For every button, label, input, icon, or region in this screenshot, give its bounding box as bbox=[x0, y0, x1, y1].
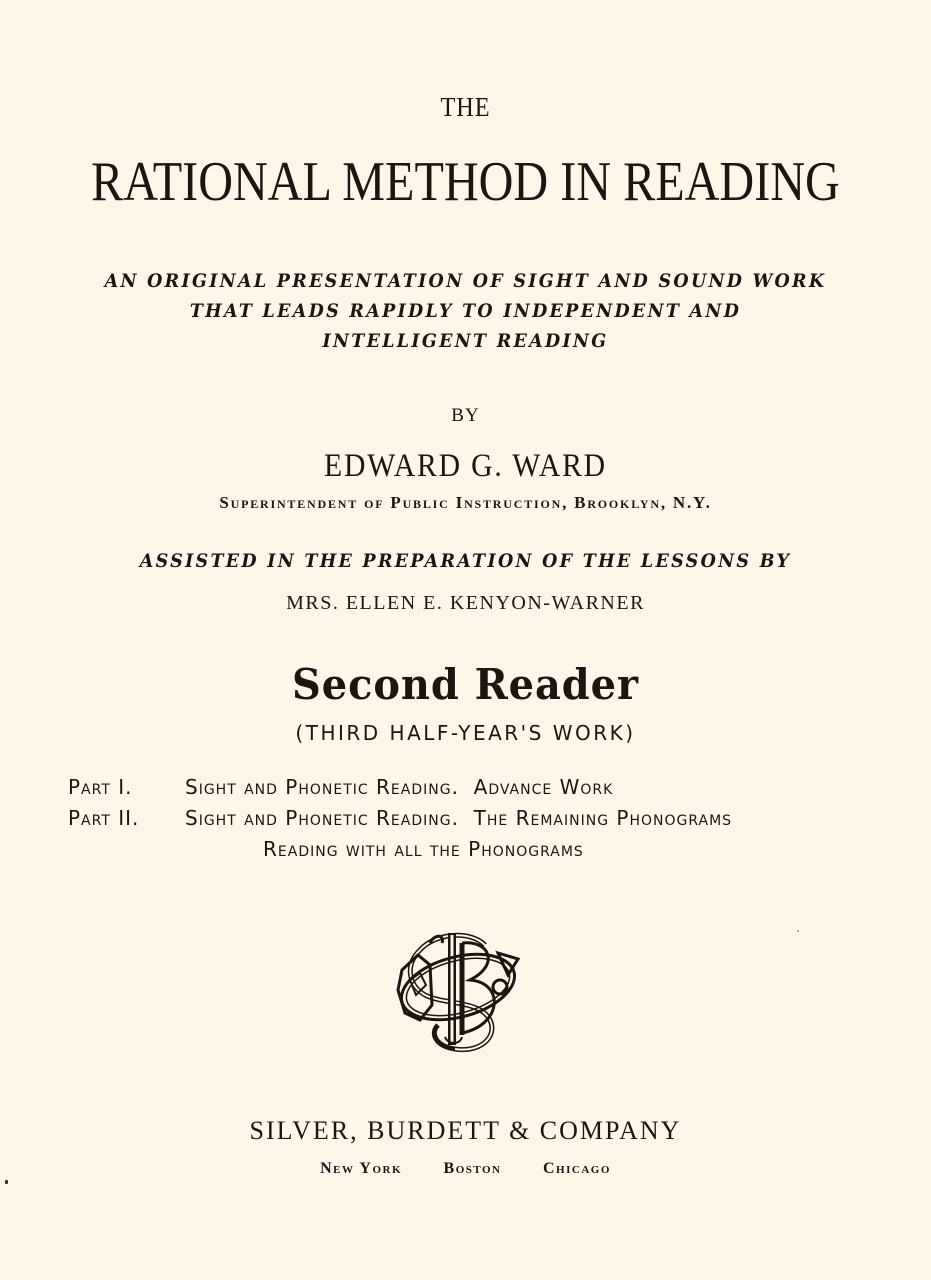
publisher-cities bbox=[0, 1160, 931, 1178]
part-label: Part I. bbox=[68, 775, 133, 799]
city: New York bbox=[320, 1160, 403, 1177]
part-text: Sight and Phonetic Reading. Advance Work bbox=[185, 775, 614, 799]
part-label: Part II. bbox=[68, 806, 140, 830]
pre-title: THE bbox=[440, 92, 491, 122]
city: Chicago bbox=[543, 1160, 611, 1177]
reader-title: Second Reader bbox=[292, 660, 639, 709]
author-title: Superintendent of Public Instruction, Brooklyn, N.Y. bbox=[219, 493, 712, 512]
subtitle-line-2: THAT LEADS RAPIDLY TO INDEPENDENT AND bbox=[189, 300, 742, 322]
assisted-by-line: ASSISTED IN THE PREPARATION OF THE LESSONS BY bbox=[139, 550, 792, 572]
subtitle-line-1: AN ORIGINAL PRESENTATION OF SIGHT AND SOUND WORK bbox=[104, 270, 827, 292]
part-row bbox=[68, 772, 868, 803]
part-continuation-text: Reading with all the Phonograms bbox=[263, 837, 584, 861]
assistant-name: MRS. ELLEN E. KENYON-WARNER bbox=[286, 592, 645, 614]
publisher-name: SILVER, BURDETT & COMPANY bbox=[249, 1116, 682, 1145]
publisher-monogram-icon bbox=[390, 925, 525, 1055]
parts-list bbox=[68, 772, 868, 865]
paper-speck bbox=[797, 930, 799, 932]
part-continuation bbox=[68, 834, 868, 865]
part-text: Sight and Phonetic Reading. The Remaining Phonograms bbox=[185, 806, 733, 830]
part-row bbox=[68, 803, 868, 834]
city: Boston bbox=[443, 1160, 502, 1177]
paper-speck bbox=[5, 1180, 8, 1184]
by-label: BY bbox=[451, 405, 480, 426]
subtitle-line-3: INTELLIGENT READING bbox=[322, 330, 609, 352]
reader-subtitle: (THIRD HALF-YEAR'S WORK) bbox=[295, 721, 636, 745]
author-name: EDWARD G. WARD bbox=[324, 448, 607, 484]
book-title: RATIONAL METHOD IN READING bbox=[91, 151, 840, 213]
